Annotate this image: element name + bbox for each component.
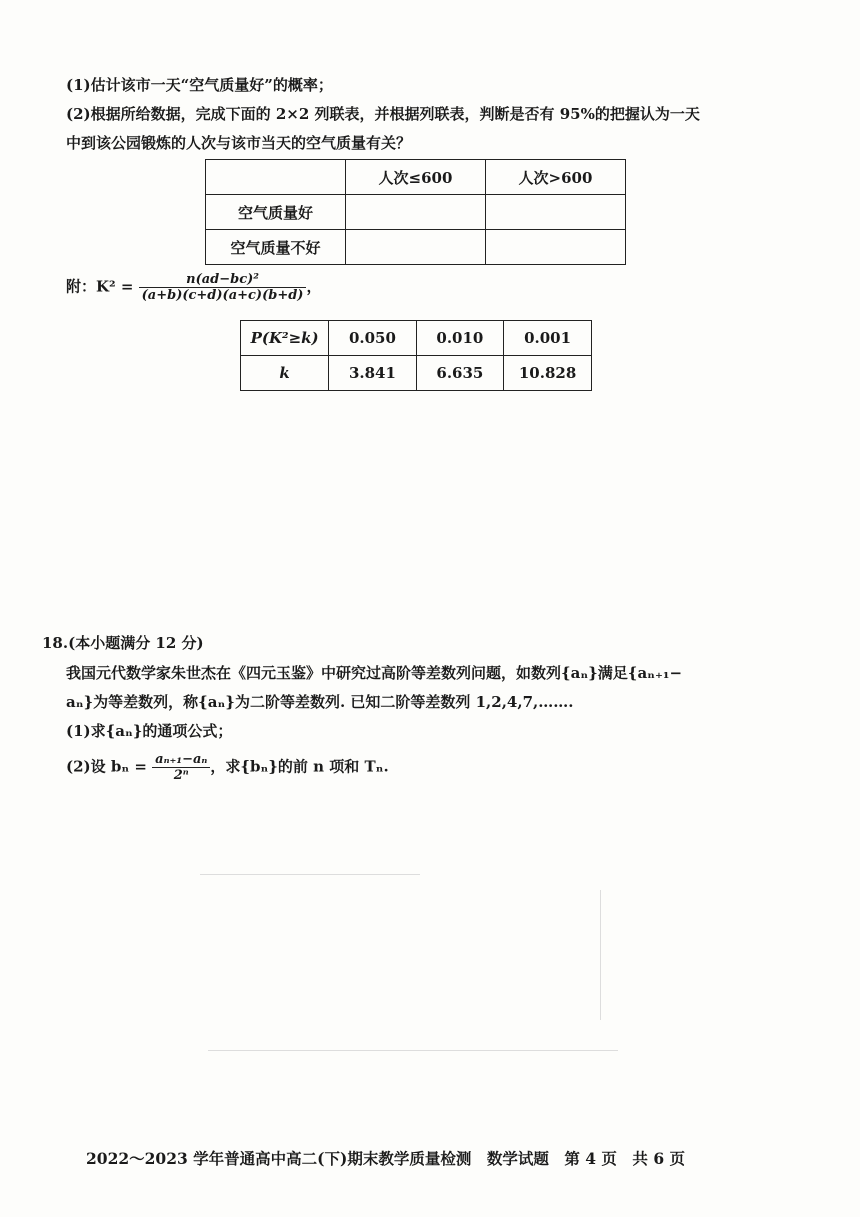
bn-formula	[152, 752, 210, 783]
q18-part2	[66, 752, 389, 783]
scan-artifact	[600, 890, 601, 1020]
row-header-bad: 空气质量不好	[206, 230, 346, 265]
contingency-table	[205, 159, 626, 265]
bn-denominator: 2ⁿ	[173, 768, 189, 783]
q18-part2-prefix: (2)设 bₙ =	[66, 757, 147, 776]
blank-cell	[486, 195, 626, 230]
blank-cell	[346, 195, 486, 230]
q17-part2-line2: 中到该公园锻炼的人次与该市当天的空气质量有关？	[66, 134, 412, 152]
q18-part2-suffix: ，求{bₙ}的前 n 项和 Tₙ.	[210, 757, 389, 776]
p-label: P(K²≥k)	[241, 321, 329, 356]
k-value: 10.828	[504, 356, 592, 391]
blank-cell	[486, 230, 626, 265]
col-header-gt600: 人次>600	[486, 160, 626, 195]
scan-artifact	[208, 1050, 618, 1051]
p-value: 0.001	[504, 321, 592, 356]
q17-part1: (1)估计该市一天“空气质量好”的概率；	[66, 76, 333, 94]
k-label: k	[241, 356, 329, 391]
bn-numerator: aₙ₊₁−aₙ	[152, 752, 210, 768]
q17-part2-line1: (2)根据所给数据，完成下面的 2×2 列联表，并根据列联表，判断是否有 95%的把握认为一天	[66, 105, 700, 123]
formula-line	[66, 272, 321, 303]
formula-numerator: n(ad−bc)²	[139, 272, 307, 288]
k2-formula	[139, 272, 307, 303]
blank-cell	[346, 230, 486, 265]
k-value: 3.841	[329, 356, 416, 391]
q18-text-line2: aₙ}为等差数列，称{aₙ}为二阶等差数列. 已知二阶等差数列 1,2,4,7,…….	[66, 693, 574, 711]
corner-cell	[206, 160, 346, 195]
formula-denominator: (a+b)(c+d)(a+c)(b+d)	[141, 288, 304, 303]
critical-value-table	[240, 320, 592, 391]
p-value: 0.050	[329, 321, 416, 356]
q18-text-line1: 我国元代数学家朱世杰在《四元玉鉴》中研究过高阶等差数列问题，如数列{aₙ}满足{aₙ₊₁−	[66, 664, 683, 682]
formula-prefix: 附：K² =	[66, 277, 134, 296]
q18-header: 18.(本小题满分 12 分)	[42, 634, 204, 652]
p-value: 0.010	[416, 321, 503, 356]
k-value: 6.635	[416, 356, 503, 391]
row-header-good: 空气质量好	[206, 195, 346, 230]
scan-artifact	[200, 874, 420, 875]
page-footer: 2022～2023 学年普通高中高二(下)期末教学质量检测 数学试题 第 4 页 共 6 页	[86, 1149, 685, 1168]
q18-part1: (1)求{aₙ}的通项公式；	[66, 722, 233, 740]
formula-suffix: ，	[306, 277, 322, 296]
col-header-le600: 人次≤600	[346, 160, 486, 195]
